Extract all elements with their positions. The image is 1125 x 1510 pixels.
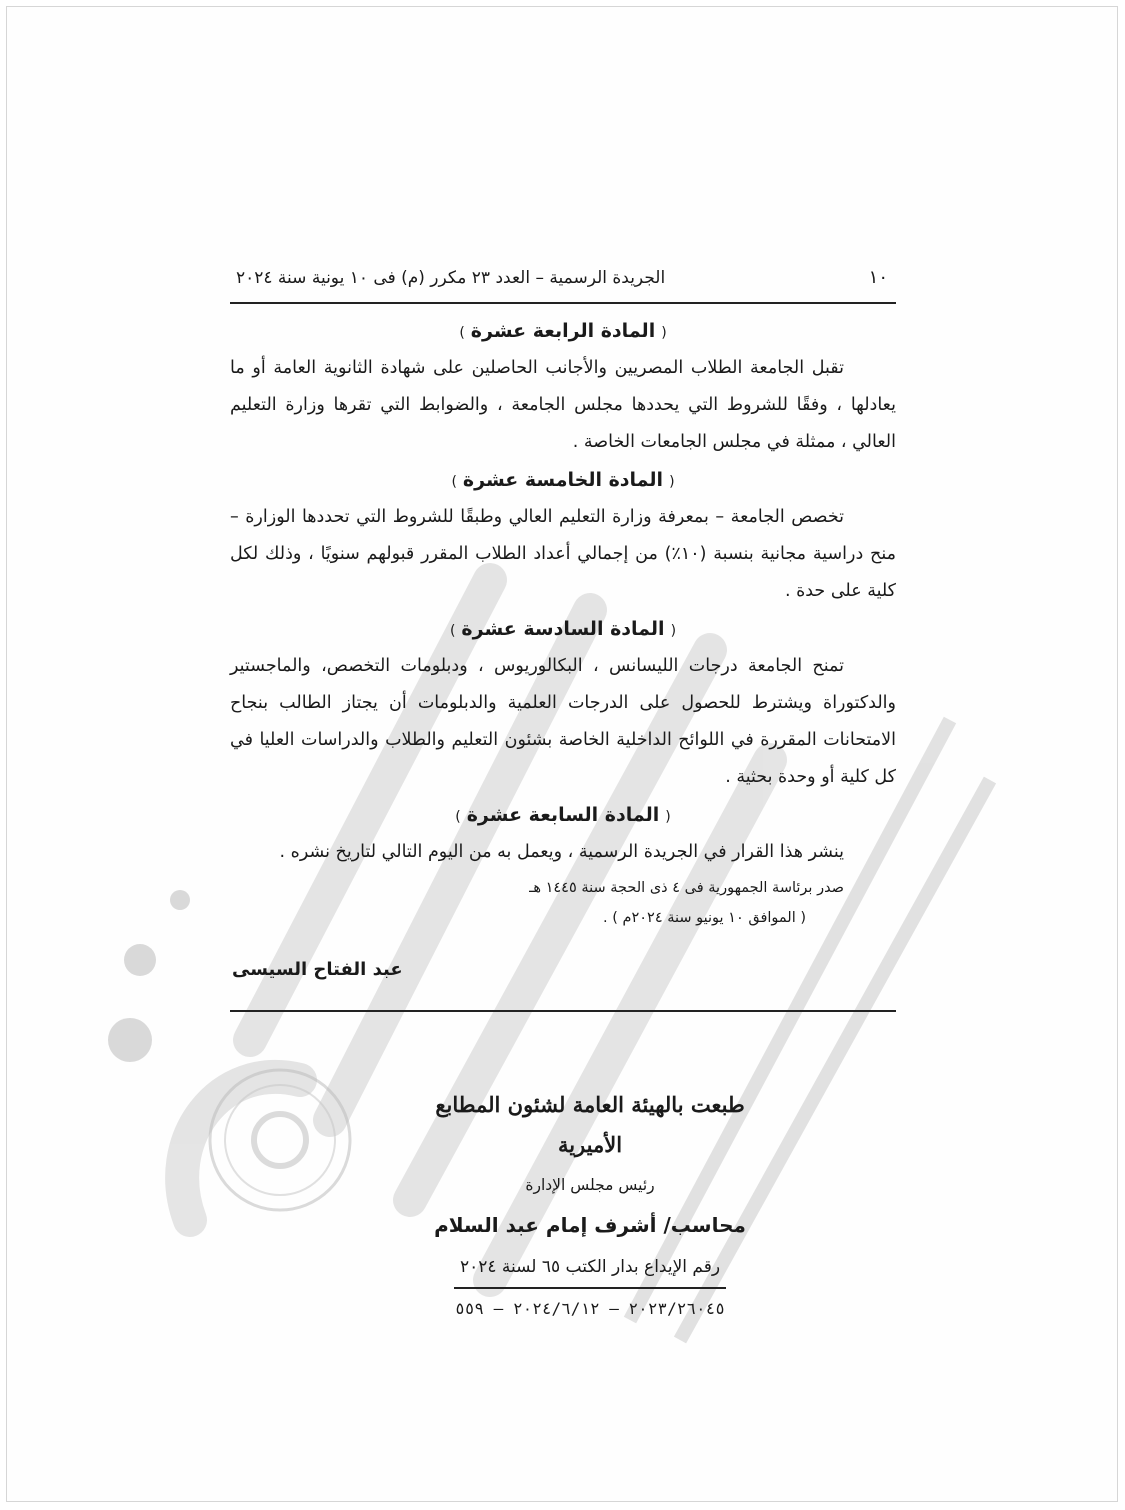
footer-rule bbox=[230, 1010, 896, 1012]
page-number: ١٠ bbox=[868, 267, 888, 288]
chair-name: محاسب/ أشرف إمام عبد السلام bbox=[434, 1213, 746, 1237]
board-chair-title: رئيس مجلس الإدارة bbox=[525, 1176, 655, 1194]
article-body: ينشر هذا القرار في الجريدة الرسمية ، ويعمل به من اليوم التالي لتاريخ نشره . bbox=[279, 842, 844, 862]
article-title: (المادة الرابعة عشرة) bbox=[459, 320, 667, 342]
imprint-footer bbox=[400, 1085, 780, 1327]
issued-line-2: ( الموافق ١٠ يونيو سنة ٢٠٢٤م ) . bbox=[602, 910, 806, 926]
signature: عبد الفتاح السيسى bbox=[232, 959, 403, 980]
article-title: (المادة الخامسة عشرة) bbox=[451, 469, 675, 491]
print-code: ٢٠٢٣/٢٦٠٤٥ – ٢٠٢٤/٦/١٢ – ٥٥٩ bbox=[455, 1299, 725, 1318]
document-content bbox=[230, 262, 896, 1022]
printer-name: طبعت بالهيئة العامة لشئون المطابع الأميرية bbox=[435, 1092, 745, 1157]
article-body: تخصص الجامعة – بمعرفة وزارة التعليم العالي وطبقًا للشروط التي تحددها الوزارة – منح دراسية مجانية بنسبة (١٠٪) من إجمالي أعداد الطلاب المقرر قبولهم سنويًا ، وذلك لكل كلية على حدة . bbox=[230, 507, 896, 601]
article-body: تقبل الجامعة الطلاب المصريين والأجانب الحاصلين على شهادة الثانوية العامة أو ما يعادلها ، وفقًا للشروط التي يحددها مجلس الجامعة ، والضوابط التي تقرها وزارة التعليم العالي ، ممثلة في مجلس الجامعات الخاصة . bbox=[230, 358, 896, 452]
article-title: (المادة السادسة عشرة) bbox=[449, 618, 677, 640]
article-body: تمنح الجامعة درجات الليسانس ، البكالوريوس ، ودبلومات التخصص، والماجستير والدكتوراة ويشترط للحصول على الدرجات العلمية والدبلومات أن يجتاز الطالب بنجاح الامتحانات المقررة في اللوائح الداخلية الخاصة بشئون التعليم والطلاب والدراسات العليا في كل كلية أو وحدة بحثية . bbox=[230, 656, 896, 787]
issued-line-1: صدر برئاسة الجمهورية فى ٤ ذى الحجة سنة ١٤٤٥ هـ bbox=[529, 880, 844, 896]
article-title: (المادة السابعة عشرة) bbox=[455, 804, 671, 826]
article-14 bbox=[230, 314, 896, 461]
article-15 bbox=[230, 463, 896, 610]
deposit-number: رقم الإيداع بدار الكتب ٦٥ لسنة ٢٠٢٤ bbox=[454, 1249, 726, 1289]
page-header bbox=[230, 262, 896, 302]
article-17 bbox=[230, 798, 896, 871]
header-rule bbox=[230, 302, 896, 304]
publication-line: الجريدة الرسمية – العدد ٢٣ مكرر (م) فى ١٠ يونية سنة ٢٠٢٤ bbox=[236, 268, 666, 288]
article-16 bbox=[230, 612, 896, 796]
